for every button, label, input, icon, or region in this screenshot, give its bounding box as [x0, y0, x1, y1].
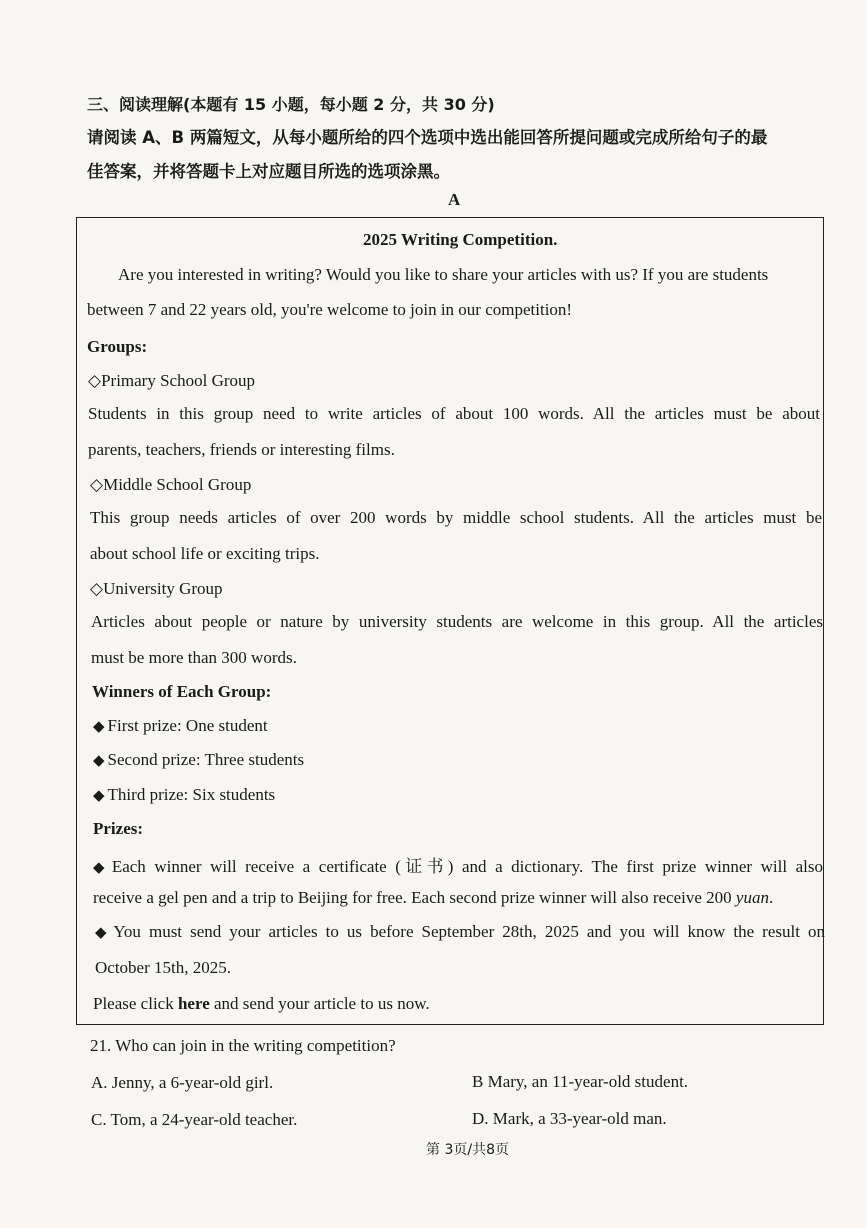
diamond-filled-icon: ◆	[93, 719, 105, 735]
group-middle-line-2: about school life or exciting trips.	[90, 544, 320, 563]
passage-title: 2025 Writing Competition.	[363, 230, 558, 249]
closing-line: Please click here and send your article to us now.	[93, 994, 430, 1013]
prizes-heading: Prizes:	[93, 819, 144, 838]
question-stem: 21. Who can join in the writing competition?	[90, 1036, 396, 1055]
group-university-name: ◇University Group	[90, 579, 223, 598]
diamond-outline-icon: ◇	[90, 475, 104, 494]
option-a: A. Jenny, a 6-year-old girl.	[91, 1073, 274, 1092]
diamond-outline-icon: ◇	[90, 579, 104, 598]
winner-first: ◆ First prize: One student	[93, 716, 268, 735]
section-heading: 三、阅读理解(本题有 15 小题，每小题 2 分，共 30 分)	[87, 95, 495, 114]
winner-third: ◆ Third prize: Six students	[93, 785, 276, 804]
group-middle-name: ◇Middle School Group	[90, 475, 252, 494]
here-link[interactable]: here	[177, 994, 210, 1013]
group-middle-line-1: This group needs articles of over 200 words by middle school students. All the articles must be	[90, 508, 822, 527]
diamond-filled-icon: ◆	[93, 753, 105, 769]
group-primary-name: ◇Primary School Group	[88, 371, 256, 390]
diamond-outline-icon: ◇	[88, 371, 102, 390]
prize-2-line-2: October 15th, 2025.	[95, 958, 231, 977]
page-indicator: 第 3页/共8页	[426, 1142, 509, 1158]
groups-heading: Groups:	[87, 337, 148, 356]
winner-second: ◆ Second prize: Three students	[93, 750, 305, 769]
instruction-line-2: 佳答案，并将答题卡上对应题目所选的选项涂黑。	[87, 162, 450, 181]
option-c: C. Tom, a 24-year-old teacher.	[91, 1110, 298, 1129]
passage-label: A	[448, 190, 461, 209]
group-primary-line-1: Students in this group need to write articles of about 100 words. All the articles must be about	[88, 404, 820, 423]
intro-line-1: Are you interested in writing? Would you like to share your articles with us? If you are students	[118, 265, 769, 284]
diamond-filled-icon: ◆	[95, 925, 111, 941]
winners-heading: Winners of Each Group:	[92, 682, 272, 701]
instruction-line-1: 请阅读 A、B 两篇短文，从每小题所给的四个选项中选出能回答所提问题或完成所给句子的最	[87, 128, 768, 147]
prize-2-line-1: ◆ You must send your articles to us before September 28th, 2025 and you will know the result on	[95, 922, 825, 941]
diamond-filled-icon: ◆	[93, 860, 109, 876]
group-university-line-2: must be more than 300 words.	[91, 648, 297, 667]
group-university-line-1: Articles about people or nature by university students are welcome in this group. All the articles	[91, 612, 823, 631]
option-d: D. Mark, a 33-year-old man.	[472, 1109, 667, 1128]
currency-yuan: yuan	[735, 888, 769, 907]
option-b: B Mary, an 11-year-old student.	[472, 1072, 689, 1091]
group-primary-line-2: parents, teachers, friends or interesting films.	[88, 440, 395, 459]
prize-1-line-1: ◆ Each winner will receive a certificate (证书) and a dictionary. The first prize winner will also	[93, 857, 823, 876]
diamond-filled-icon: ◆	[93, 788, 105, 804]
intro-line-2: between 7 and 22 years old, you're welcome to join in our competition!	[87, 300, 573, 319]
prize-1-line-2: receive a gel pen and a trip to Beijing for free. Each second prize winner will also receive 200 yuan.	[93, 888, 774, 907]
